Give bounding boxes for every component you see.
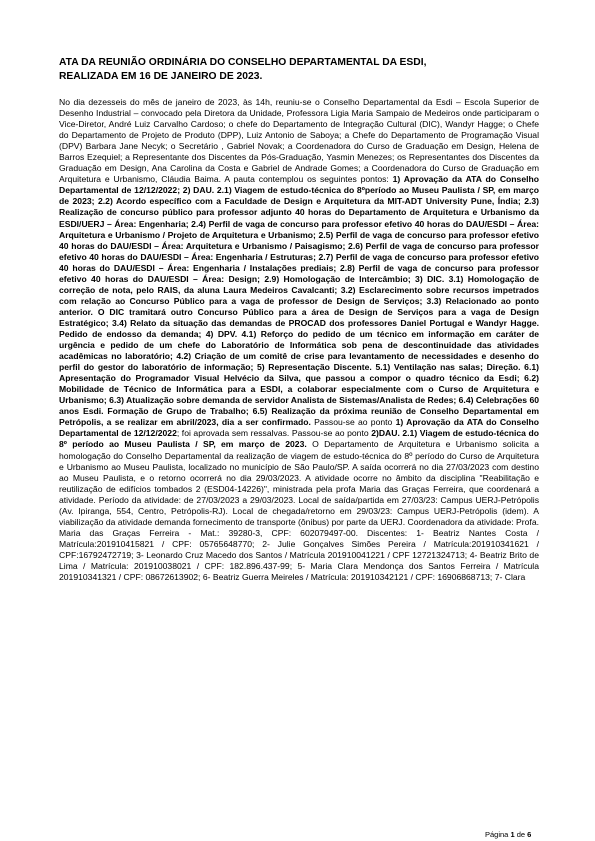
text-run: O Departamento de Arquitetura e Urbanismo solicita a homologação do Conselho Departamental da realização de viagem de estudo-técnica do 8º período do Curso de Arquitetura e Urbanismo ao Museu Paulista, localizado no município de São Paulo/SP. A saída ocorrerá no dia 27/03/2023 com destino ao Museu Paulista, e o retorno ocorrerá no dia 29/03/2023. A atividade ocorre no âmbito da disciplina "Reabilitação e reutilização de edifícios tombados 2 (ESD04-14226)", ministrada pela profa Maria das Graças Ferreira, que coordenará a atividade. Período da atividade: de 27/03/2023 a 29/03/2023. Local de saída/partida em 27/03/23: Campus UERJ-Petrópolis (Av. Ipiranga, 554, Centro, Petrópolis-RJ). Local de chegada/retorno em 29/03/23: Campus UERJ-Petrópolis (idem). A viabilização da atividade demanda fornecimento de transporte (ônibus) por parte da UERJ. Coordenadora da atividade: Profa. Maria das Graças Ferreira - Mat.: 39280-3, CPF: 602079497-00. Discentes: 1- Beatriz Nantes Costa / Matrícula:201910415821 / CPF: 05765648770; 2- Julie Gonçalves Simões Pereira / Matrícula:201910341621 / CPF:16792472719; 3- Leonardo Cruz Macedo dos Santos / Matrícula 201910041221 / CPF 12721324713; 4- Beatriz Brito de Lima / Matrícula: 201910038021 / CPF: 182.896.437-99; 5- Maria Clara Mendonça dos Santos Ferreira / Matrícula 201910341321 / CPF: 08672613902; 6- Beatriz Guerra Meireles / Matrícula: 201910342121 / CPF: 16906868713; 7- Clara	[59, 439, 540, 583]
text-run: Passou-se ao ponto	[310, 417, 396, 428]
document-body	[59, 97, 539, 583]
page-of-label: de	[514, 830, 528, 839]
text-run: No dia dezesseis do mês de janeiro de 2023, às 14h, reuniu-se o Conselho Departamental da Esdi – Escola Superior de Desenho Industrial – convocado pela Diretora da Unidade, Professora Ligia Maria Sampaio de Medeiros onde participaram o Vice-Diretor, André Luiz Carvalho Cardoso; o chefe do Departamento de Integração Cultural (DIC), Wandyr Hagge; o Chefe do Departamento de Projeto de Produto (DPP), Luiz Antonio de Saboya; a Chefe do Departamento de Programação Visual (DPV) Barbara Jane Necyk; o Secretário , Gabriel Novak; a Coordenadora do Curso de Graduação em Design, Helena de Barros Ezequiel; a Representante dos Discentes da Pós-Graduação, Yasmin Menezes; os Representantes dos Discentes da Graduação em Design, Ana Carolina da Costa e Gabriel de Andrade Gomes; a Coordenadora do Curso de Graduação em Arquitetura e Urbanismo, Cláudia Baima. A pauta contemplou os seguintes pontos:	[59, 97, 539, 185]
document-title	[59, 56, 539, 84]
page-number: 1	[510, 830, 515, 839]
title-line-1: ATA DA REUNIÃO ORDINÁRIA DO CONSELHO DEPARTAMENTAL DA ESDI,	[59, 57, 427, 68]
title-line-2: REALIZADA EM 16 DE JANEIRO DE 2023.	[59, 71, 263, 82]
page-footer	[485, 830, 531, 839]
page-total: 6	[527, 830, 532, 839]
page-label: Página	[485, 830, 511, 839]
bold-text-run: 1) Aprovação da ATA do Conselho Departamental de 12/12/2022	[59, 417, 539, 439]
bold-text-run: 2)DAU. 2.1) Viagem de estudo-técnica do 8º período ao Museu Paulista / SP, em março de 2023.	[59, 428, 540, 450]
text-run: ; foi aprovada sem ressalvas. Passou-se ao ponto	[176, 428, 372, 439]
bold-text-run: 1) Aprovação da ATA do Conselho Departamental de 12/12/2022; 2) DAU. 2.1) Viagem de estudo-técnica do 8ºperíodo ao Museu Paulista / SP, em março de 2023; 2.2) Acordo específico com a Faculdade de Design e Arquitetura da MIT-ADT University Pune, Índia; 2.3) Realização de concurso público para professor adjunto 40 horas do Departamento de Arquitetura e Urbanismo da ESDI/UERJ – Área: Engenharia; 2.4) Perfil de vaga de concurso para professor efetivo 40 horas do DAU/ESDI – Área: Arquitetura e Urbanismo / Projeto de Arquitetura e Urbanismo; 2.5) Perfil de vaga de concurso para professor efetivo 40 horas do DAU/ESDI – Área: Arquitetura e Urbanismo / Paisagismo; 2.6) Perfil de vaga de concurso para professor efetivo 40 horas do DAU/ESDI – Área: Engenharia / Estruturas; 2.7) Perfil de vaga de concurso para professor efetivo 40 horas do DAU/ESDI – Área: Engenharia / Instalações prediais; 2.8) Perfil de vaga de concurso para professor efetivo 40 horas do DAU/ESDI – Área: Design; 2.9) Homologação de Intercâmbio; 3) DIC. 3.1) Homologação de correção de nota, pelo RAIS, da aluna Laura Medeiros Cavalcanti; 3.2) Esclarecimento sobre recursos impetrados com relação ao Concurso Público para a vaga de professor de Design de Serviços; 3.3) Relacionado ao ponto anterior. O DIC tramitará outro Concurso Público para a área de Design de Serviços para a vaga de Design Estratégico; 3.4) Relato da situação das demandas de PROCAD dos professores Daniel Portugal e Wandyr Hagge. Pedido de endosso da demanda; 4) DPV. 4.1) Reforço do pedido de um técnico em informação em caráter de urgência e pedido de um chefe do Laboratório de Informática sob pena de descontinuidade das atividades acadêmicas no laboratório; 4.2) Criação de um comitê de crise para levantamento de necessidades e desenho do perfil do gestor do laboratório de informação; 5) Representação Discente. 5.1) Ventilação nas salas; Direção. 6.1) Apresentação do Programador Visual Helvécio da Silva, que passou a compor o quadro técnico da Esdi; 6.2) Mobilidade de Técnico de Informática para a ESDI, a colaborar especialmente com o Curso de Arquitetura e Urbanismo; 6.3) Atualização sobre demanda de servidor Analista de Sistemas/Analista de Redes; 6.4) Celebrações 60 anos Esdi. Formação de Grupo de Trabalho; 6.5) Realização da próxima reunião de Conselho Departamental em Petrópolis, a se realizar em abril/2023, dia a ser confirmado.	[59, 174, 539, 428]
